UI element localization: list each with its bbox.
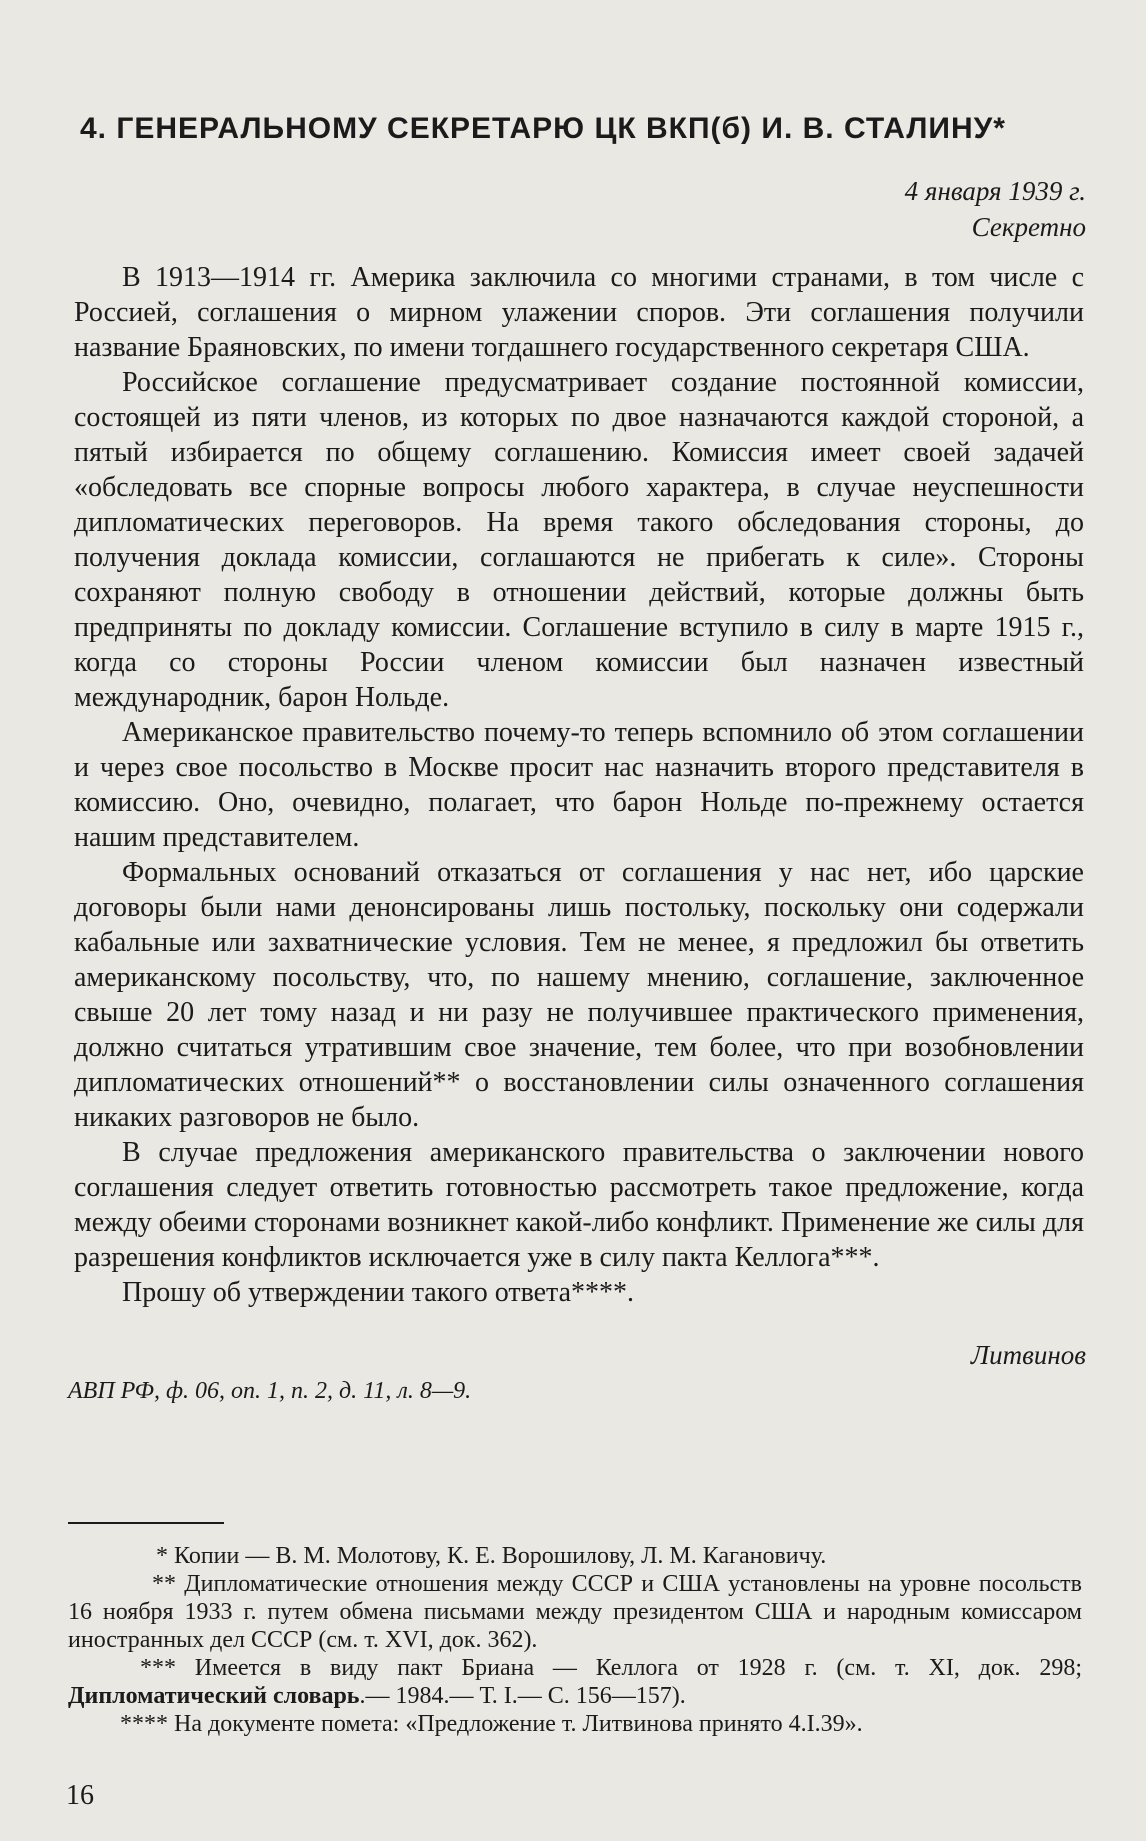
footnotes bbox=[68, 1542, 1082, 1738]
paragraph: Российское соглашение предусматривает создание постоянной комиссии, состоящей из пяти членов, из которых по двое назначаются каждой стороной, а пятый избирается по общему соглашению. Комиссия имеет своей задачей «обследовать все спорные вопросы любого характера, в случае неуспешности дипломатических переговоров. На время такого обследования стороны, до получения доклада комиссии, соглашаются не прибегать к силе». Стороны сохраняют полную свободу в отношении действий, которые должны быть предприняты по докладу комиссии. Соглашение вступило в силу в марте 1915 г., когда со стороны России членом комиссии был назначен известный международник, барон Нольде. bbox=[74, 367, 1084, 713]
signature: Литвинов bbox=[970, 1340, 1086, 1370]
paragraph: Прошу об утверждении такого ответа****. bbox=[122, 1277, 635, 1308]
footnote-4: **** На документе помета: «Предложение т. Литвинова принято 4.I.39». bbox=[120, 1711, 863, 1737]
paragraph: В 1913—1914 гг. Америка заключила со многими странами, в том числе с Россией, соглашения о мирном улажении споров. Эти соглашения получили название Браяновских, по имени тогдашнего государственного секретаря США. bbox=[74, 262, 1084, 363]
footnote-3-bold-title: Дипломатический словарь bbox=[68, 1683, 360, 1709]
footnote-3-text: *** Имеется в виду пакт Бриана — Келлога от 1928 г. (см. т. XI, док. 298; bbox=[140, 1655, 1082, 1681]
classification-mark: Секретно bbox=[971, 212, 1086, 242]
paragraph: Американское правительство почему-то теперь вспомнило об этом соглашении и через свое посольство в Москве просит нас назначить второго представителя в комиссию. Оно, очевидно, полагает, что барон Нольде по-прежнему остается нашим представителем. bbox=[74, 717, 1084, 853]
letter-body bbox=[74, 260, 1084, 1310]
paragraph: Формальных оснований отказаться от соглашения у нас нет, ибо царские договоры были нами денонсированы лишь постольку, поскольку они содержали кабальные или захватнические условия. Тем не менее, я предложил бы ответить американскому посольству, что, по нашему мнению, соглашение, заключенное свыше 20 лет тому назад и ни разу не получившее практического применения, должно считаться утратившим свое значение, тем более, что при возобновлении дипломатических отношений** о восстановлении силы означенного соглашения никаких разговоров не было. bbox=[74, 857, 1084, 1133]
document-date: 4 января 1939 г. bbox=[904, 176, 1086, 206]
footnote-1: * Копии — В. М. Молотову, К. Е. Ворошилову, Л. М. Кагановичу. bbox=[156, 1543, 827, 1569]
footnote-3 bbox=[68, 1654, 1082, 1710]
paragraph: В случае предложения американского правительства о заключении нового соглашения следует ответить готовностью рассмотреть такое предложение, когда между обеими сторонами возникнет какой-либо конфликт. Применение же силы для разрешения конфликтов исключается уже в силу пакта Келлога***. bbox=[74, 1137, 1084, 1273]
document-title: 4. ГЕНЕРАЛЬНОМУ СЕКРЕТАРЮ ЦК ВКП(б) И. В. СТАЛИНУ* bbox=[80, 112, 1006, 145]
footnote-divider bbox=[68, 1522, 224, 1524]
footnote-2: ** Дипломатические отношения между СССР и США установлены на уровне посольств 16 ноября 1933 г. путем обмена письмами между президентом США и народным комиссаром иностранных дел СССР (см. т. XVI, док. 362). bbox=[68, 1571, 1082, 1653]
page-number: 16 bbox=[66, 1780, 94, 1811]
footnote-3-tail: .— 1984.— Т. I.— С. 156—157). bbox=[359, 1683, 686, 1709]
archive-source: АВП РФ, ф. 06, оп. 1, п. 2, д. 11, л. 8—9. bbox=[68, 1378, 472, 1404]
